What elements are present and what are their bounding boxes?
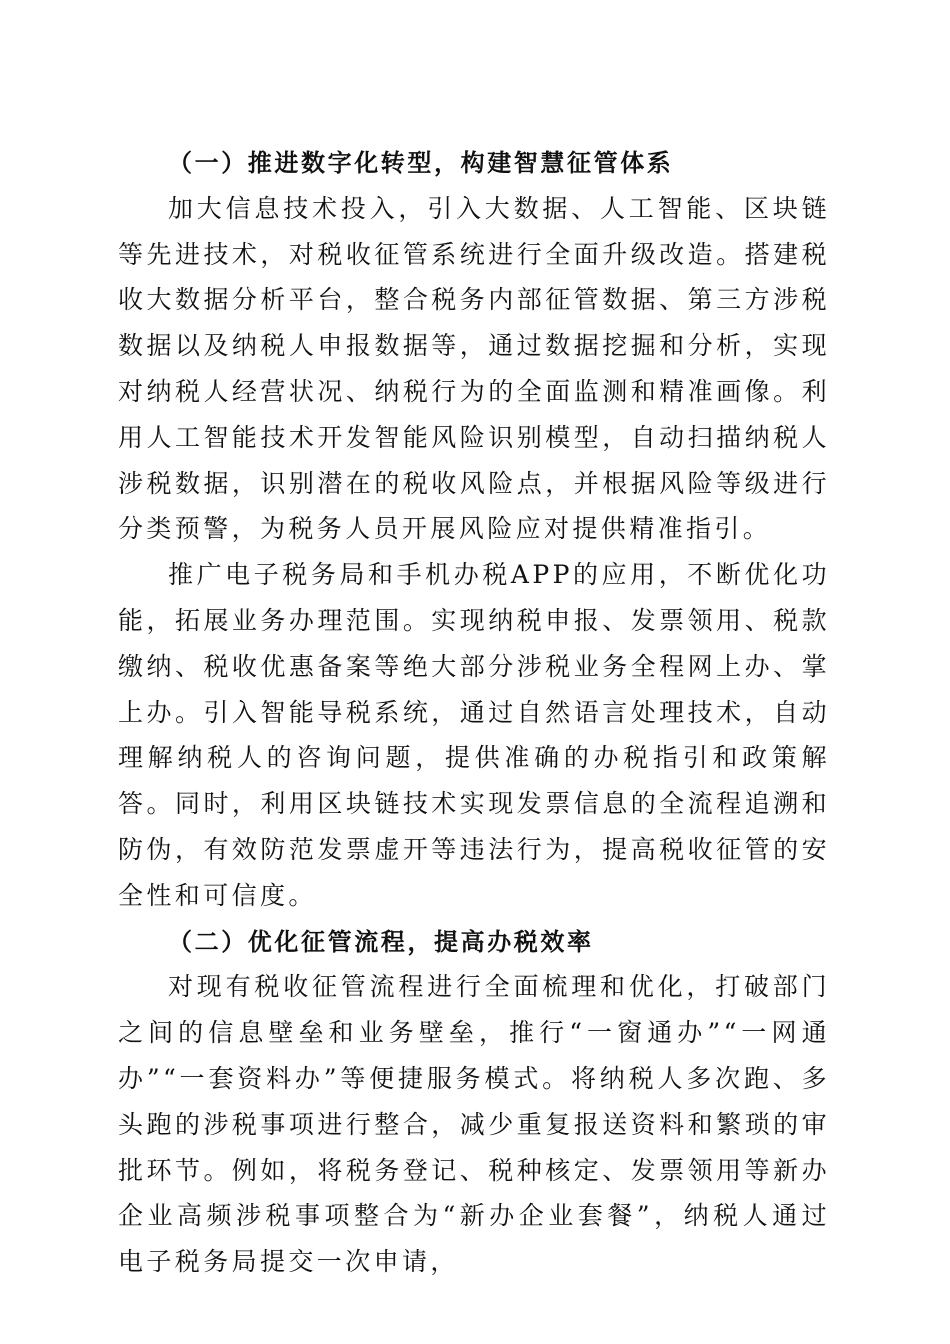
paragraph-3: 对现有税收征管流程进行全面梳理和优化，打破部门之间的信息壁垒和业务壁垒，推行“一窗通办”“一网通办”“一套资料办”等便捷服务模式。将纳税人多次跑、多头跑的涉税事项进行整合，减少重复报送资料和繁琐的审批环节。例如，将税务登记、税种核定、发票领用等新办企业高频涉税事项整合为“新办企业套餐”，纳税人通过电子税务局提交一次申请，: [118, 972, 830, 1277]
paragraph-1: 加大信息技术投入，引入大数据、人工智能、区块链等先进技术，对税收征管系统进行全面升级改造。搭建税收大数据分析平台，整合税务内部征管数据、第三方涉税数据以及纳税人申报数据等，通过数据挖掘和分析，实现对纳税人经营状况、纳税行为的全面监测和精准画像。利用人工智能技术开发智能风险识别模型，自动扫描纳税人涉税数据，识别潜在的税收风险点，并根据风险等级进行分类预警，为税务人员开展风险应对提供精准指引。: [118, 193, 830, 544]
paragraph-2: 推广电子税务局和手机办税APP的应用，不断优化功能，拓展业务办理范围。实现纳税申报、发票领用、税款缴纳、税收优惠备案等绝大部分涉税业务全程网上办、掌上办。引入智能导税系统，通过自然语言处理技术，自动理解纳税人的咨询问题，提供准确的办税指引和政策解答。同时，利用区块链技术实现发票信息的全流程追溯和防伪，有效防范发票虚开等违法行为，提高税收征管的安全性和可信度。: [118, 560, 830, 910]
document-body: [118, 140, 830, 1285]
section-heading-2: （二）优化征管流程，提高办税效率: [168, 926, 594, 956]
section-heading-1: （一）推进数字化转型，构建智慧征管体系: [168, 148, 674, 177]
